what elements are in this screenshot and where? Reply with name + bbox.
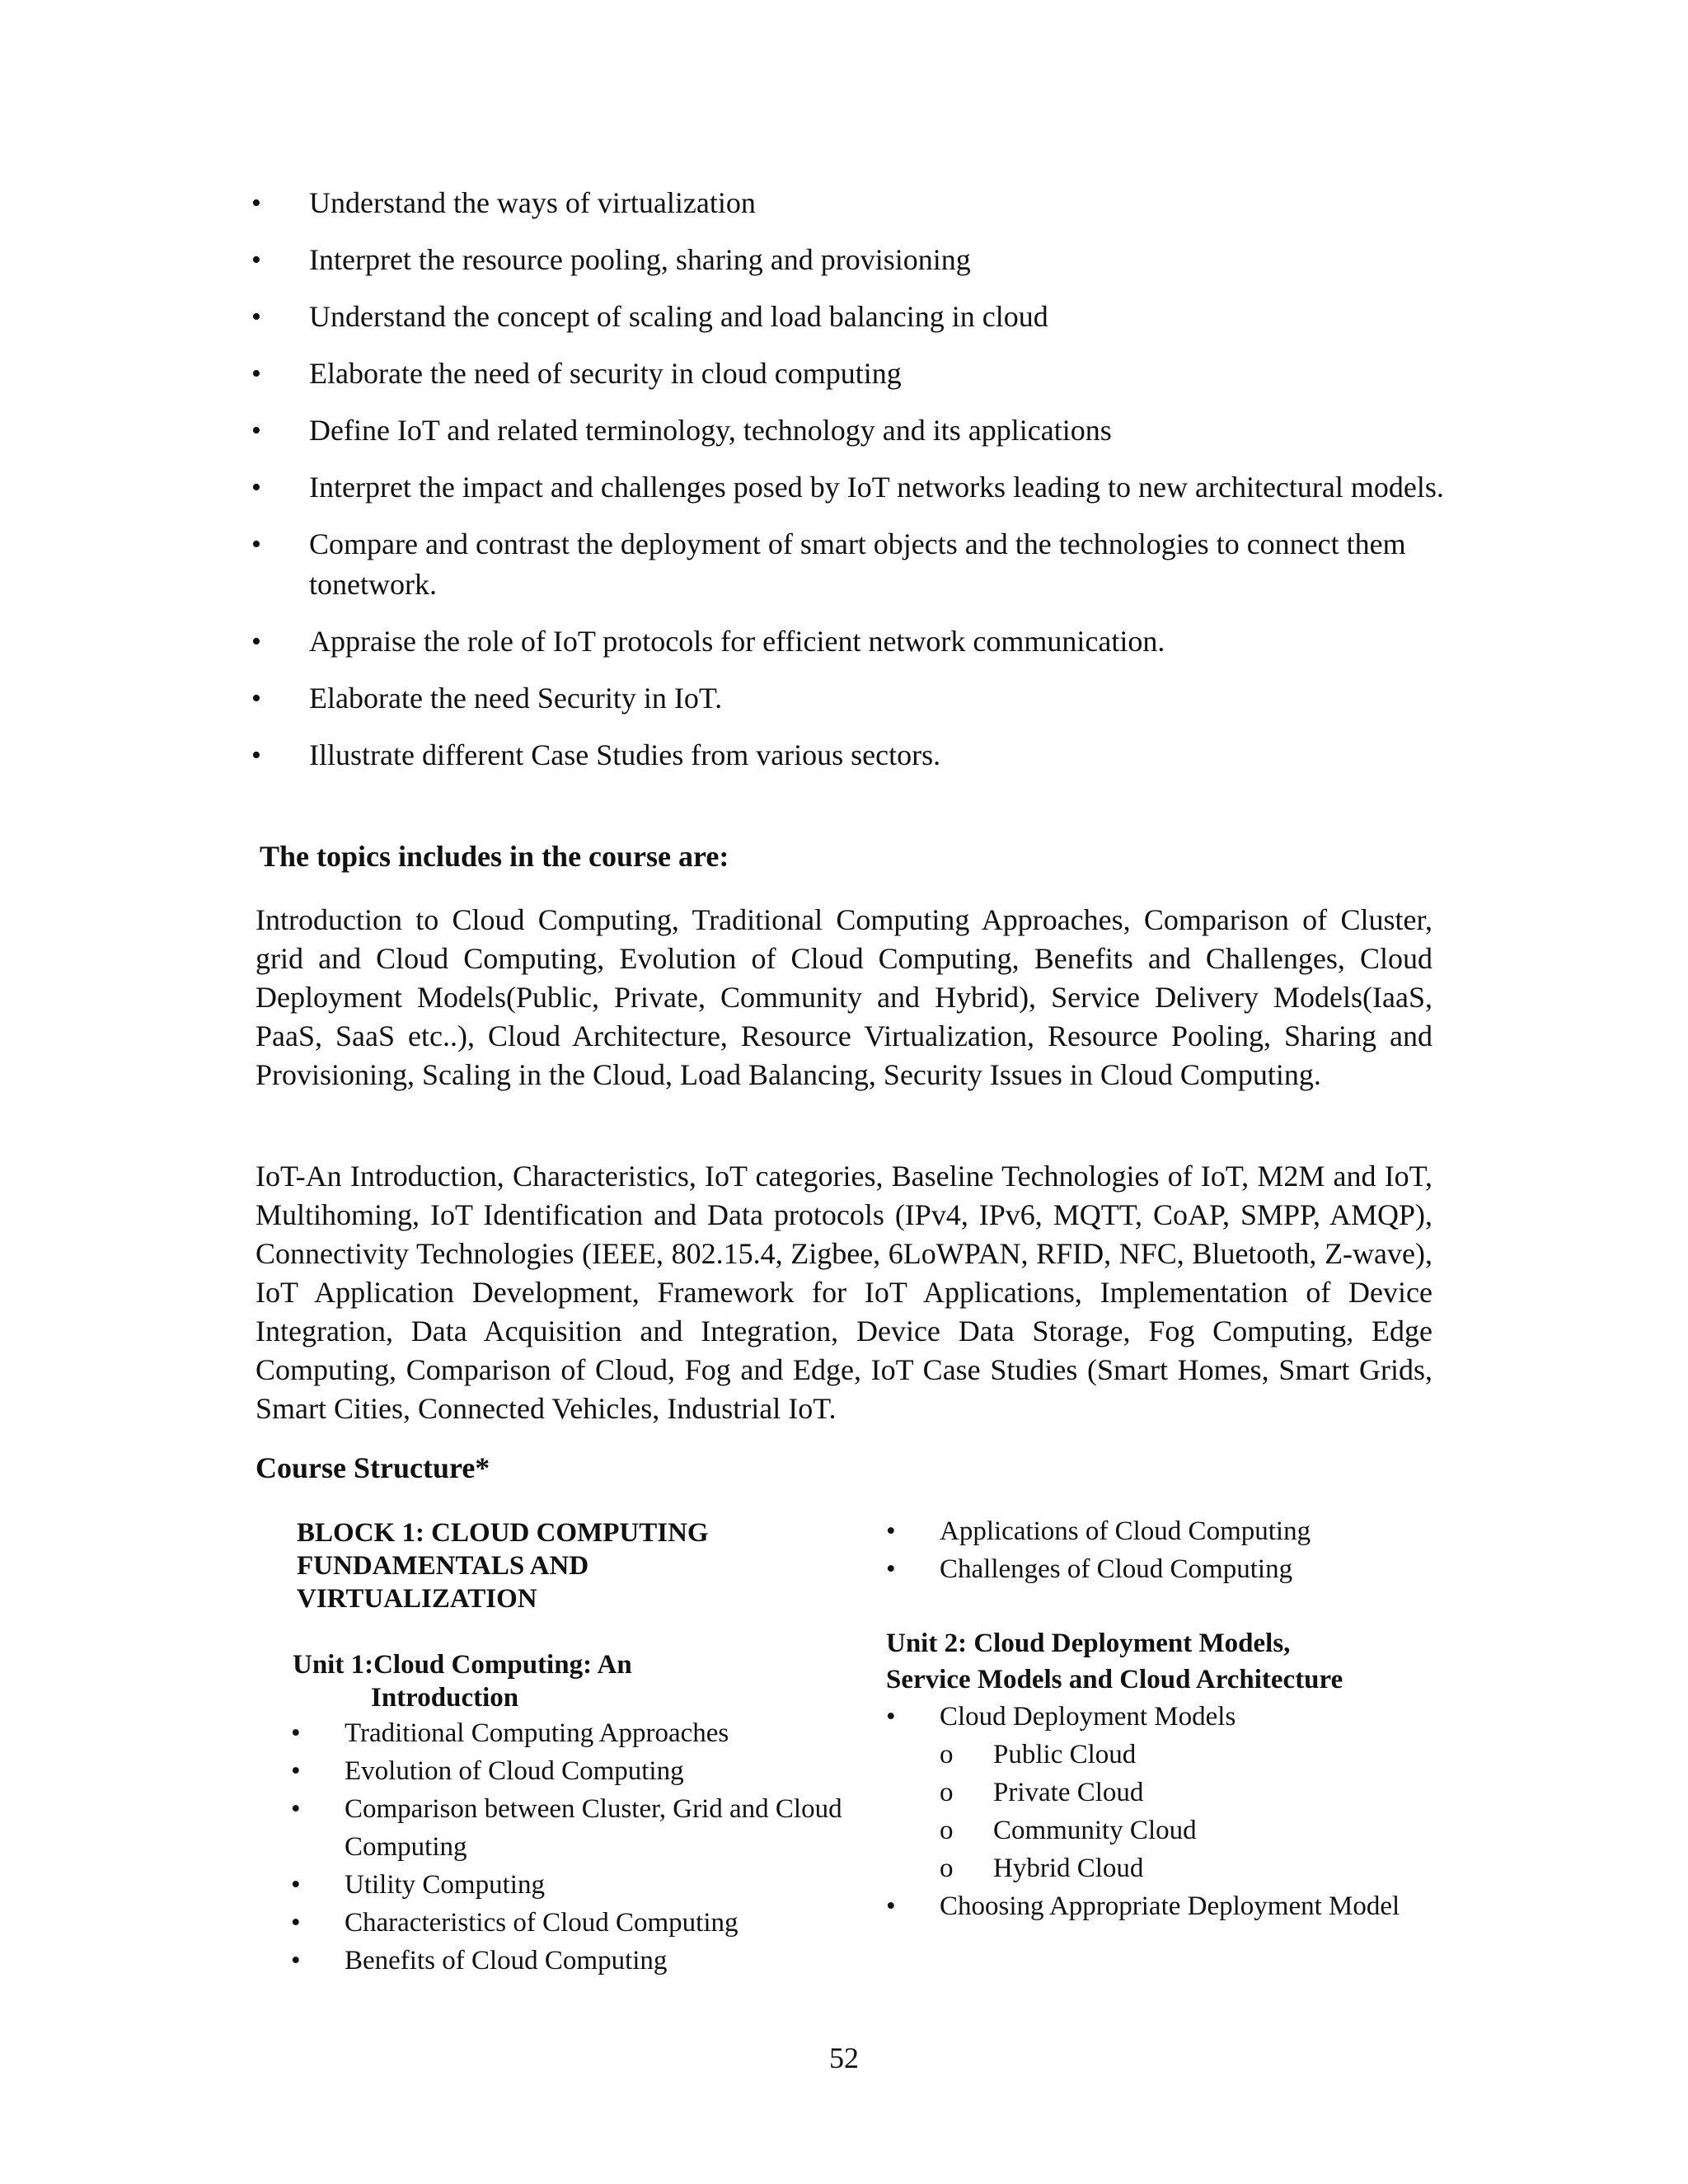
bullet-icon: • [291,1718,301,1748]
objective-item: • Interpret the resource pooling, sharing and provisioning [251,240,1447,280]
unit1-title: Unit 1:Cloud Computing: An Introduction [293,1650,632,1713]
block-title: BLOCK 1: CLOUD COMPUTING FUNDAMENTALS AND VIRTUALIZATION [297,1518,709,1614]
bullet-icon: • [251,245,261,275]
objectives-list [251,183,1447,792]
bullet-icon: • [251,188,261,218]
bullet-icon: • [251,302,261,332]
bullet-icon: • [251,740,261,771]
deployment-model-sublist [940,1736,1463,1887]
bullet-icon: • [251,626,261,657]
bullet-icon: • [886,1891,896,1921]
bullet-icon: • [886,1554,896,1584]
list-item: • Evolution of Cloud Computing [291,1752,853,1790]
bullet-icon: • [291,1870,301,1900]
objective-item: • Understand the ways of virtualization [251,183,1447,223]
bullet-icon: • [886,1516,896,1546]
list-item: • Benefits of Cloud Computing [291,1942,853,1980]
bullet-icon: • [291,1946,301,1975]
structure-right-column [886,1512,1463,1925]
objective-item: • Appraise the role of IoT protocols for efficient network communication. [251,621,1447,662]
sub-list-item: o Community Cloud [940,1811,1463,1849]
bullet-icon: • [291,1794,301,1824]
sub-list-item: o Hybrid Cloud [940,1849,1463,1887]
unit1-topic-list [291,1714,853,1980]
structure-left-column [293,1516,853,1980]
bullet-icon: • [251,472,261,503]
objective-item: • Elaborate the need Security in IoT. [251,678,1447,719]
unit1-topic-list-continued [886,1512,1463,1588]
circle-bullet-icon: o [940,1778,954,1807]
cloud-topics-paragraph: Introduction to Cloud Computing, Traditional Computing Approaches, Comparison of Cluster, grid and Cloud Computing, Evolution of Cloud Computing, Benefits and Challenges, Cloud Deployment Models(Public, Private, Community and Hybrid), Service Delivery Models(IaaS, PaaS, SaaS etc..), Cloud Architecture, Resource Virtualization, Resource Pooling, Sharing and Provisioning, Scaling in the Cloud, Load Balancing, Security Issues in Cloud Computing. [256,903,1432,1091]
list-item: • Cloud Deployment Models o Public Cloud o Private Cloud o Community Cloud o Hybrid Cloud [886,1698,1463,1887]
list-item: • Comparison between Cluster, Grid and Cloud Computing [291,1790,853,1866]
list-item: • Traditional Computing Approaches [291,1714,853,1752]
bullet-icon: • [251,529,261,560]
bullet-icon: • [291,1908,301,1938]
objective-item: • Illustrate different Case Studies from various sectors. [251,735,1447,776]
list-item: • Choosing Appropriate Deployment Model [886,1887,1463,1925]
objective-item: • Compare and contrast the deployment of smart objects and the technologies to connect them tonetwork. [251,524,1447,605]
objective-item: • Interpret the impact and challenges posed by IoT networks leading to new architectural models. [251,467,1447,508]
circle-bullet-icon: o [940,1854,954,1883]
sub-list-item: o Public Cloud [940,1736,1463,1774]
page-number: 52 [829,2041,859,2074]
circle-bullet-icon: o [940,1816,954,1845]
sub-list-item: o Private Cloud [940,1774,1463,1811]
list-item: • Applications of Cloud Computing [886,1512,1463,1550]
objective-item: • Understand the concept of scaling and load balancing in cloud [251,297,1447,337]
bullet-icon: • [251,359,261,389]
iot-topics-paragraph: IoT-An Introduction, Characteristics, IoT categories, Baseline Technologies of IoT, M2M and IoT, Multihoming, IoT Identification and Data protocols (IPv4, IPv6, MQTT, CoAP, SMPP, AMQP), Connectivity Technologies (IEEE, 802.15.4, Zigbee, 6LoWPAN, RFID, NFC, Bluetooth, Z-wave), IoT Application Development, Framework for IoT Applications, Implementation of Device Integration, Data Acquisition and Integration, Device Data Storage, Fog Computing, Edge Computing, Comparison of Cloud, Fog and Edge, IoT Case Studies (Smart Homes, Smart Grids, Smart Cities, Connected Vehicles, Industrial IoT. [256,1160,1432,1425]
bullet-icon: • [886,1702,896,1732]
list-item: • Utility Computing [291,1866,853,1904]
list-item: • Challenges of Cloud Computing [886,1550,1463,1588]
objective-item: • Elaborate the need of security in cloud computing [251,354,1447,394]
topics-heading: The topics includes in the course are: [260,840,729,873]
bullet-icon: • [291,1756,301,1786]
bullet-icon: • [251,415,261,446]
course-structure-heading: Course Structure* [256,1451,490,1484]
circle-bullet-icon: o [940,1740,954,1769]
unit2-topic-list [886,1698,1463,1925]
list-item: • Characteristics of Cloud Computing [291,1904,853,1942]
unit2-title: Unit 2: Cloud Deployment Models, Service Models and Cloud Architecture [886,1629,1343,1694]
objective-item: • Define IoT and related terminology, technology and its applications [251,410,1447,451]
bullet-icon: • [251,683,261,714]
